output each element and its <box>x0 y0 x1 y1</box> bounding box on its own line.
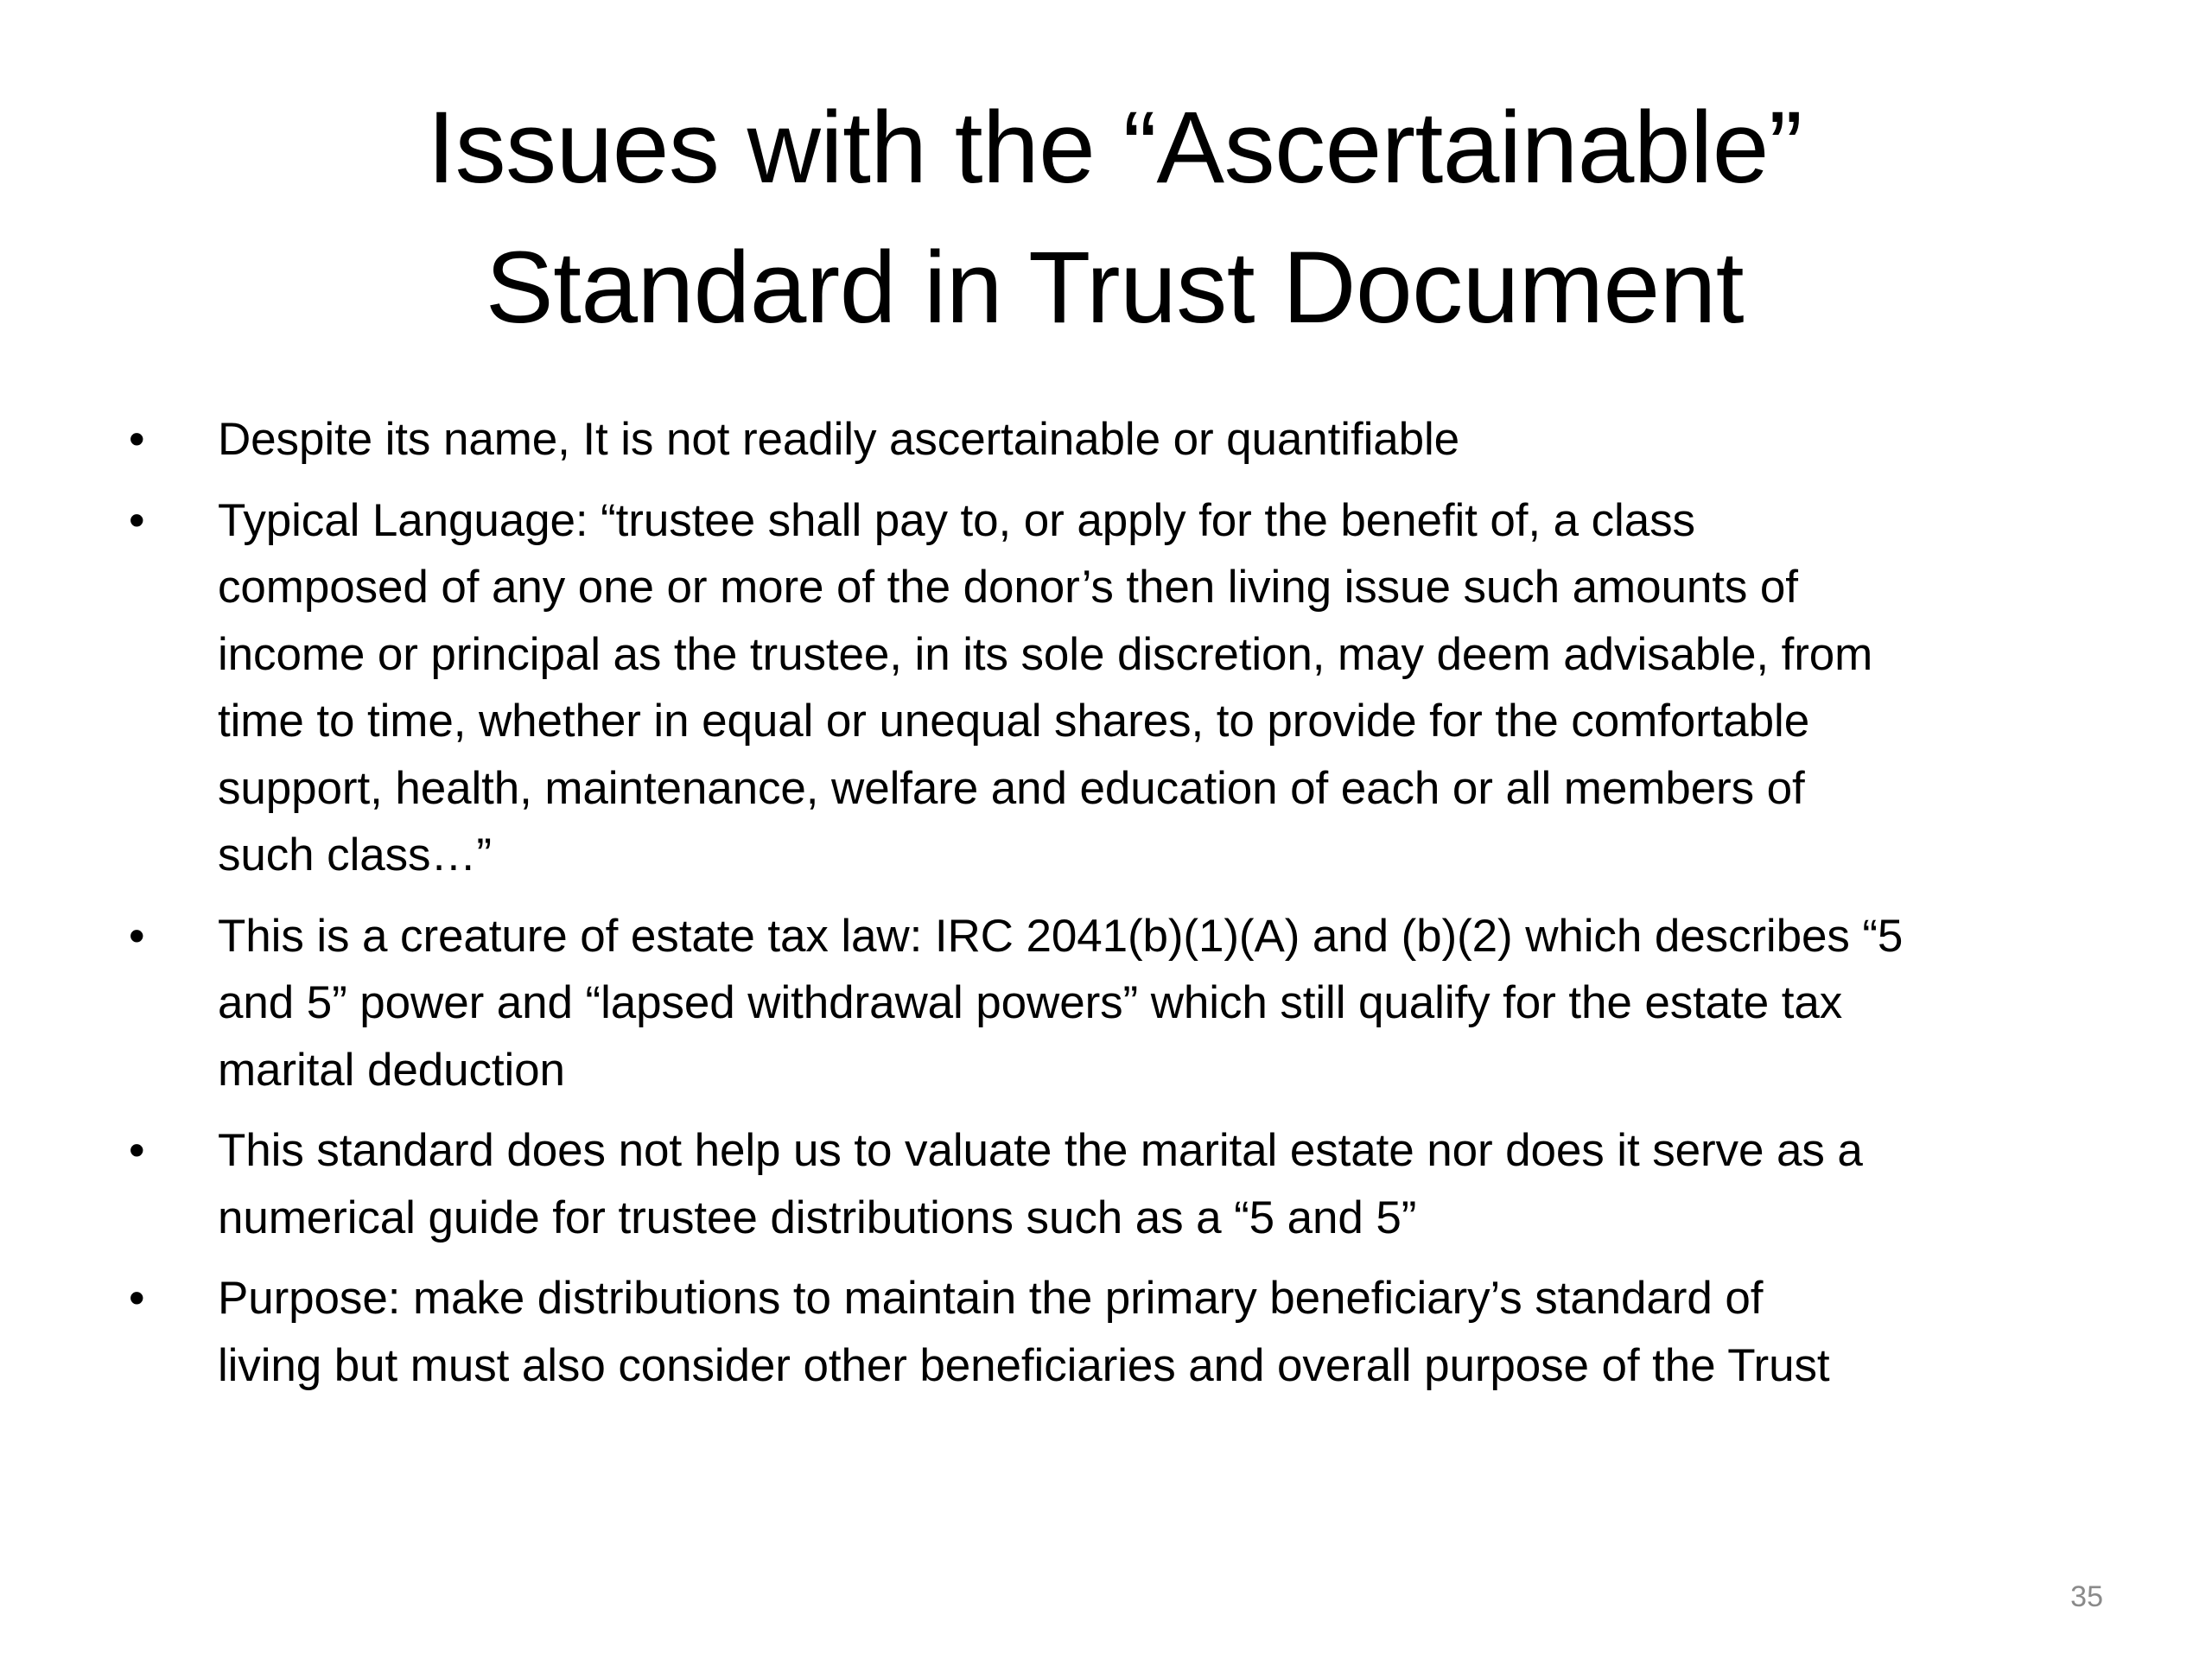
bullet-line: time to time, whether in equal or unequal shares, to provide for the comfortable <box>218 696 1810 747</box>
bullet-line: income or principal as the trustee, in its sole discretion, may deem advisable, from <box>218 628 1873 680</box>
page-number: 35 <box>2070 1580 2103 1613</box>
bullet-line: composed of any one or more of the donor’s then living issue such amounts of <box>218 562 1798 613</box>
bullet-item-5 <box>129 1265 2119 1399</box>
bullet-line: marital deduction <box>218 1044 565 1096</box>
bullet-icon: • <box>129 414 145 465</box>
bullet-icon: • <box>129 1273 145 1324</box>
slide-title <box>207 78 2022 358</box>
bullet-line: Despite its name, It is not readily ascertainable or quantifiable <box>218 414 1460 465</box>
bullet-line: and 5” power and “lapsed withdrawal powers” which still qualify for the estate tax <box>218 977 1843 1028</box>
bullet-line: This standard does not help us to valuate the marital estate nor does it serve as a <box>218 1125 1863 1176</box>
bullet-item-1 <box>129 406 2119 474</box>
bullet-text <box>218 903 2119 1104</box>
bullet-line: This is a creature of estate tax law: IRC 2041(b)(1)(A) and (b)(2) which describes “5 <box>218 910 1904 962</box>
title-line-2: Standard in Trust Document <box>485 231 1745 345</box>
bullet-list <box>0 406 2212 1413</box>
bullet-line: Typical Language: “trustee shall pay to, or apply for the benefit of, a class <box>218 494 1695 546</box>
title-line-1: Issues with the “Ascertainable” <box>427 91 1802 205</box>
bullet-item-2 <box>129 487 2119 889</box>
bullet-text <box>218 487 2119 889</box>
bullet-line: living but must also consider other beneficiaries and overall purpose of the Trust <box>218 1339 1830 1391</box>
bullet-icon: • <box>129 1125 145 1176</box>
bullet-text <box>218 1117 2119 1251</box>
bullet-line: support, health, maintenance, welfare and education of each or all members of <box>218 762 1805 814</box>
bullet-icon: • <box>129 494 145 546</box>
bullet-line: Purpose: make distributions to maintain the primary beneficiary’s standard of <box>218 1273 1764 1324</box>
bullet-text <box>218 406 2119 474</box>
bullet-item-3 <box>129 903 2119 1104</box>
bullet-icon: • <box>129 910 145 962</box>
bullet-line: numerical guide for trustee distributions such as a “5 and 5” <box>218 1192 1417 1243</box>
bullet-text <box>218 1265 2119 1399</box>
bullet-line: such class…” <box>218 830 492 880</box>
bullet-item-4 <box>129 1117 2119 1251</box>
